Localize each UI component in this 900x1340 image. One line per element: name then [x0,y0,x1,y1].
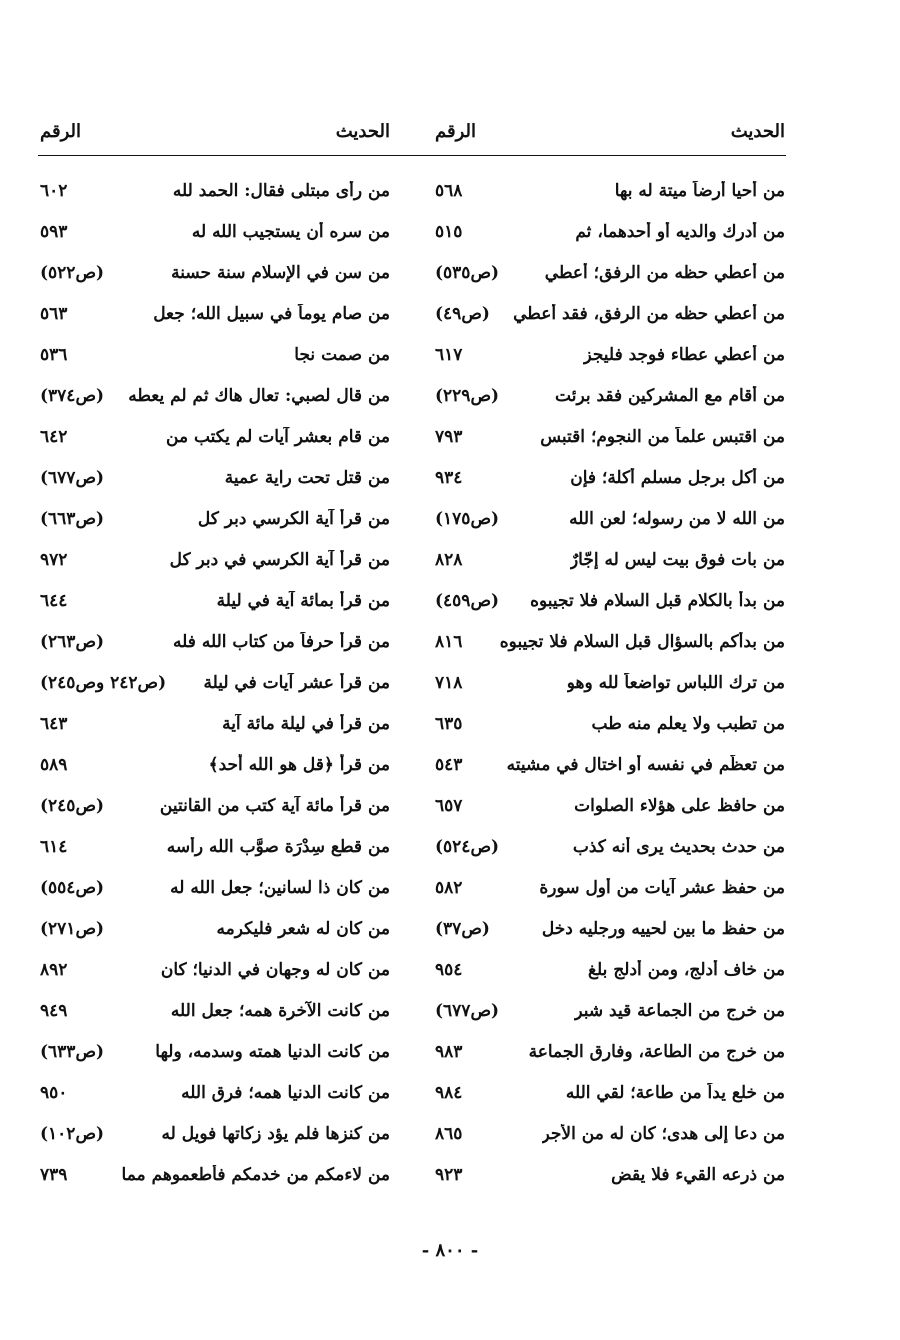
hadith-text: من كانت الدنيا همته وسدمه، ولها [155,1041,390,1062]
hadith-text: من كنزها فلم يؤد زكاتها فويل له [161,1123,390,1144]
index-entry [40,867,390,908]
index-entry [40,662,390,703]
index-entry [40,826,390,867]
hadith-text: من خلع يداً من طاعة؛ لقي الله [565,1082,785,1103]
hadith-text: من دعا إلى هدى؛ كان له من الأجر [541,1123,785,1144]
index-entry [435,990,785,1031]
hadith-text: من قرأ مائة آية كتب من القانتين [159,795,390,816]
index-entry [435,457,785,498]
hadith-number: ٥٨٢ [435,877,463,898]
hadith-text: من أعطي عطاء فوجد فليجز [583,344,785,365]
hadith-number: (ص٢٧١) [40,918,105,939]
hadith-text: من قال لصبي: تعال هاك ثم لم يعطه [128,385,390,406]
index-entry [435,539,785,580]
hadith-text: من أقام مع المشركين فقد برئت [555,385,785,406]
hadith-header: الحديث [335,120,390,142]
hadith-number: ٧٩٣ [435,426,463,447]
hadith-number: (ص٣٧٤) [40,385,105,406]
hadith-text: من سن في الإسلام سنة حسنة [171,262,390,283]
index-entry [40,252,390,293]
hadith-number: ٦١٤ [40,836,68,857]
index-entry [435,949,785,990]
hadith-number: ٩٨٤ [435,1082,463,1103]
right-index-column [435,170,785,1195]
index-entry [435,867,785,908]
hadith-header: الحديث [730,120,785,142]
index-entry [40,580,390,621]
index-entry [40,621,390,662]
hadith-text: من قطع سِدْرَة صوَّب الله رأسه [166,836,390,857]
hadith-text: من خرج من الجماعة قيد شبر [574,1000,785,1021]
hadith-number: ٩٨٣ [435,1041,463,1062]
index-entry [435,1072,785,1113]
index-entry [40,990,390,1031]
hadith-number: (ص٦٧٧) [435,1000,500,1021]
hadith-number: ٧١٨ [435,672,463,693]
index-entry [435,785,785,826]
index-entry [40,416,390,457]
hadith-number: ٩٢٣ [435,1164,463,1185]
hadith-text: من قرأ آية الكرسي دبر كل [197,508,390,529]
hadith-text: من تعظّم في نفسه أو اختال في مشيته [506,754,785,775]
index-entry [435,416,785,457]
hadith-number: (ص٥٥٤) [40,877,105,898]
hadith-number: ٥٨٩ [40,754,68,775]
index-entry [435,375,785,416]
hadith-number: ٨٩٢ [40,959,68,980]
index-entry [435,293,785,334]
hadith-number: ٥٦٣ [40,303,68,324]
index-entry [435,908,785,949]
hadith-number: ٩٣٤ [435,467,463,488]
index-entry [435,170,785,211]
hadith-text: من حفظ عشر آيات من أول سورة [539,877,785,898]
hadith-text: من قرأ ﴿قل هو الله أحد﴾ [208,755,390,775]
hadith-text: من حفظ ما بين لحييه ورجليه دخل [541,918,785,939]
hadith-number: (ص٤٥٩) [435,590,500,611]
hadith-text: من قرأ في ليلة مائة آية [222,713,390,734]
hadith-text: من كان له شعر فليكرمه [216,918,390,939]
hadith-number: (ص٢٦٣) [40,631,105,652]
right-column-header [435,116,785,146]
hadith-text: من بات فوق بيت ليس له إجّارٌ [569,549,785,570]
hadith-number: (ص١٠٢) [40,1123,105,1144]
hadith-number: ٧٣٩ [40,1164,68,1185]
hadith-text: من حدث بحديث يرى أنه كذب [572,836,785,857]
index-entry [435,826,785,867]
hadith-number: ٦٣٥ [435,713,463,734]
hadith-text: من خاف أدلج، ومن أدلج بلغ [588,959,785,980]
index-entry [40,457,390,498]
index-entry [40,1072,390,1113]
index-entry [40,949,390,990]
hadith-text: من صمت نجا [294,344,390,365]
number-header: الرقم [40,120,82,142]
hadith-number: (ص١٧٥) [435,508,500,529]
hadith-number: ٦٤٣ [40,713,68,734]
index-entry [435,1154,785,1195]
hadith-text: من قرأ عشر آيات في ليلة [203,672,390,693]
hadith-text: من أكل برجل مسلم أكلة؛ فإن [570,467,785,488]
hadith-text: من قام بعشر آيات لم يكتب من [166,426,390,447]
hadith-number: ٩٤٩ [40,1000,68,1021]
index-entry [40,1154,390,1195]
hadith-text: من تطبب ولا يعلم منه طب [591,713,785,734]
index-entry [40,498,390,539]
hadith-text: من رأى مبتلى فقال: الحمد لله [172,180,390,201]
index-entry [435,498,785,539]
hadith-number: ٦١٧ [435,344,463,365]
hadith-text: من حافظ على هؤلاء الصلوات [574,795,785,816]
hadith-text: من كانت الدنيا همه؛ فرق الله [181,1082,390,1103]
hadith-number: ٥٣٦ [40,344,68,365]
hadith-text: من ترك اللباس تواضعاً لله وهو [566,672,785,693]
hadith-text: من بدأكم بالسؤال قبل السلام فلا تجيبوه [499,631,785,652]
index-entry [40,1113,390,1154]
index-entry [40,744,390,785]
hadith-text: من قرأ حرفاً من كتاب الله فله [173,631,390,652]
hadith-text: من بدأ بالكلام قبل السلام فلا تجيبوه [530,590,785,611]
index-entry [435,252,785,293]
hadith-text: من اقتبس علماً من النجوم؛ اقتبس [540,426,785,447]
index-entry [40,785,390,826]
index-entry [435,703,785,744]
hadith-number: ٥٦٨ [435,180,463,201]
hadith-number: ٦٤٢ [40,426,68,447]
hadith-text: من خرج من الطاعة، وفارق الجماعة [528,1041,785,1062]
index-entry [40,703,390,744]
left-index-column [40,170,390,1195]
index-entry [40,908,390,949]
hadith-number: (ص٥٣٥) [435,262,500,283]
hadith-number: ٦٠٢ [40,180,68,201]
left-column-header [40,116,390,146]
index-entry [40,170,390,211]
hadith-text: من قرأ بمائة آية في ليلة [216,590,390,611]
index-entry [435,621,785,662]
index-entry [435,1113,785,1154]
hadith-number: ٩٧٢ [40,549,68,570]
hadith-number: (ص٦٧٧) [40,467,105,488]
hadith-text: من لاءمكم من خدمكم فأطعموهم مما [121,1164,390,1185]
hadith-number: ٥٩٣ [40,221,68,242]
hadith-number: ٦٥٧ [435,795,463,816]
hadith-text: من سره أن يستجيب الله له [191,221,390,242]
hadith-number: ٥١٥ [435,221,463,242]
index-entry [435,211,785,252]
hadith-number: (ص٢٢٩) [435,385,500,406]
hadith-text: من ذرعه القيء فلا يقض [611,1164,785,1185]
number-header: الرقم [435,120,477,142]
hadith-text: من كانت الآخرة همه؛ جعل الله [170,1000,390,1021]
hadith-number: (ص٢٤٥) [40,795,105,816]
index-entry [435,580,785,621]
hadith-text: من أعطي حظه من الرفق، فقد أعطي [513,303,785,324]
hadith-number: (ص٣٧) [435,918,490,939]
hadith-number: ٨١٦ [435,631,463,652]
index-entry [435,1031,785,1072]
hadith-text: من كان ذا لسانين؛ جعل الله له [170,877,390,898]
hadith-text: من صام يوماً في سبيل الله؛ جعل [153,303,390,324]
hadith-text: من أدرك والديه أو أحدهما، ثم [575,221,785,242]
index-entry [40,211,390,252]
hadith-number: (ص٢٤٢ وص٢٤٥) [40,672,167,693]
hadith-number: ٦٤٤ [40,590,68,611]
index-entry [40,375,390,416]
index-entry [435,744,785,785]
hadith-text: من كان له وجهان في الدنيا؛ كان [160,959,390,980]
index-entry [40,1031,390,1072]
hadith-number: (ص٦٦٣) [40,508,105,529]
index-entry [435,662,785,703]
hadith-text: من قرأ آية الكرسي في دبر كل [169,549,390,570]
page-number: - ٨٠٠ - [421,1240,479,1261]
index-entry [435,334,785,375]
hadith-text: من أعطي حظه من الرفق؛ أعطي [544,262,785,283]
index-entry [40,539,390,580]
hadith-number: ٨٦٥ [435,1123,463,1144]
hadith-number: ٩٥٠ [40,1082,68,1103]
hadith-number: (ص٦٣٣) [40,1041,105,1062]
hadith-number: (ص٥٢٤) [435,836,500,857]
hadith-number: (ص٤٩) [435,303,490,324]
header-divider [38,155,786,156]
hadith-text: من الله لا من رسوله؛ لعن الله [569,508,785,529]
hadith-number: (ص٥٢٢) [40,262,105,283]
index-entry [40,334,390,375]
hadith-number: ٩٥٤ [435,959,463,980]
hadith-text: من أحيا أرضاً ميتة له بها [614,180,785,201]
index-entry [40,293,390,334]
hadith-text: من قتل تحت راية عمية [224,467,390,488]
hadith-number: ٥٤٣ [435,754,463,775]
hadith-number: ٨٢٨ [435,549,463,570]
